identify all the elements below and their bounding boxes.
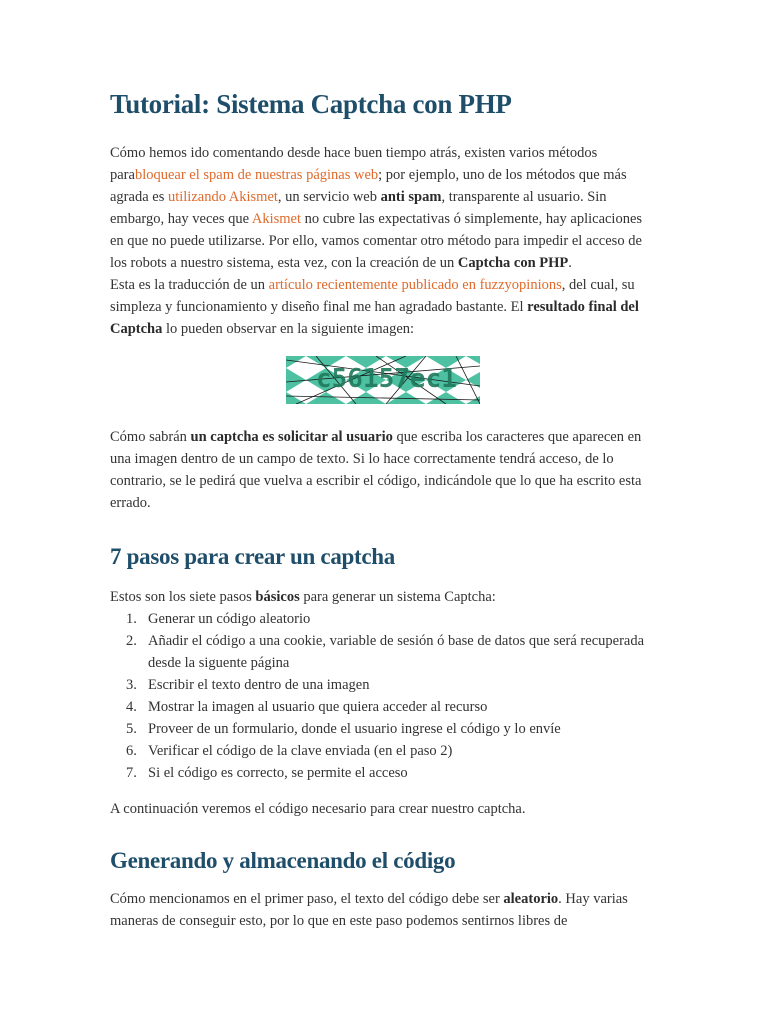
gen-text-2: . Hay varias maneras de conseguir esto, por lo que en este paso podemos sentirnos libres de xyxy=(110,891,628,929)
intro2-bold-resultado: resultado final del Captcha xyxy=(110,299,639,337)
list-item xyxy=(110,608,650,630)
list-item-text: Escribir el texto dentro de una imagen xyxy=(148,677,370,693)
list-item-number: 6. xyxy=(126,743,137,759)
intro-text-2: ; por ejemplo, uno de los métodos que más agrada es xyxy=(110,167,627,205)
gen-bold-aleatorio: aleatorio xyxy=(503,891,559,907)
intro2-text-3: lo pueden observar en la siguiente imagen: xyxy=(162,321,415,337)
intro-bold-captcha-php: Captcha con PHP xyxy=(457,255,569,271)
link-bloquear-spam[interactable]: bloquear el spam de nuestras páginas web xyxy=(134,167,379,183)
list-item-text: Verificar el código de la clave enviada (en el paso 2) xyxy=(148,743,453,759)
captcha-code: c56157ec1 xyxy=(316,364,457,394)
list-item xyxy=(110,762,650,784)
list-item xyxy=(110,718,650,740)
link-akismet[interactable]: Akismet xyxy=(251,211,302,227)
translation-paragraph xyxy=(110,274,650,340)
captcha-figure xyxy=(110,356,650,404)
list-item xyxy=(110,630,650,674)
how-text-2: que escriba los caracteres que aparecen en una imagen dentro de un campo de texto. Si lo hace correctamente tendrá acceso, de lo contrario, se le pedirá que vuelva a escribir el código, indicándole que lo que ha escrito esta errado. xyxy=(110,429,642,511)
list-item xyxy=(110,696,650,718)
list-item-text: Proveer de un formulario, donde el usuario ingrese el código y lo envíe xyxy=(148,721,561,737)
list-item-number: 7. xyxy=(126,765,137,781)
list-item xyxy=(110,674,650,696)
generating-paragraph xyxy=(110,888,650,932)
list-item-number: 5. xyxy=(126,721,137,737)
intro-text-6: . xyxy=(568,255,572,271)
how-text-1: Cómo sabrán xyxy=(110,429,191,445)
intro-text-1: Cómo hemos ido comentando desde hace buen tiempo atrás, existen varios métodos para xyxy=(110,145,598,183)
how-paragraph xyxy=(110,426,650,514)
gen-text-1: Cómo mencionamos en el primer paso, el texto del código debe ser xyxy=(110,891,504,907)
link-utilizando-akismet[interactable]: utilizando Akismet xyxy=(167,189,278,205)
link-fuzzyopinions-article[interactable]: artículo recientemente publicado en fuzzyopinions xyxy=(268,277,562,293)
how-bold: un captcha es solicitar al usuario xyxy=(190,429,393,445)
steps-intro-text-1: Estos son los siete pasos xyxy=(110,589,256,605)
page-title: Tutorial: Sistema Captcha con PHP xyxy=(110,89,512,119)
steps-list xyxy=(110,608,650,784)
continuation-paragraph: A continuación veremos el código necesario para crear nuestro captcha. xyxy=(110,801,526,817)
list-item-number: 1. xyxy=(126,611,137,627)
list-item-number: 2. xyxy=(126,633,137,649)
captcha-image xyxy=(286,356,480,404)
intro-text-3: , un servicio web xyxy=(277,189,381,205)
steps-heading: 7 pasos para crear un captcha xyxy=(110,544,395,569)
intro2-text-1: Esta es la traducción de un xyxy=(110,277,269,293)
steps-intro-text-2: para generar un sistema Captcha: xyxy=(299,589,496,605)
intro2-text-2: , del cual, su simpleza y funcionamiento y diseño final me han agradado bastante. El xyxy=(110,277,635,315)
list-item-text: Añadir el código a una cookie, variable de sesión ó base de datos que será recuperada desde la siguente página xyxy=(148,633,645,671)
list-item xyxy=(110,740,650,762)
generating-heading: Generando y almacenando el código xyxy=(110,848,456,873)
steps-intro xyxy=(110,586,650,608)
steps-intro-bold: básicos xyxy=(255,589,300,605)
list-item-text: Mostrar la imagen al usuario que quiera acceder al recurso xyxy=(148,699,488,715)
intro-text-4: , transparente al usuario. Sin embargo, hay veces que xyxy=(110,189,607,227)
intro-paragraph xyxy=(110,142,650,274)
list-item-text: Si el código es correcto, se permite el acceso xyxy=(148,765,408,781)
intro-text-5: no cubre las expectativas ó simplemente, hay aplicaciones en que no puede utilizarse. Por ello, vamos comentar otro método para impedir el acceso de los robots a nuestro sistema, esta vez, con la creación de un xyxy=(110,211,643,271)
list-item-number: 4. xyxy=(126,699,137,715)
list-item-text: Generar un código aleatorio xyxy=(148,611,311,627)
list-item-number: 3. xyxy=(126,677,137,693)
intro-bold-anti-spam: anti spam xyxy=(380,189,442,205)
article-body xyxy=(110,86,650,932)
